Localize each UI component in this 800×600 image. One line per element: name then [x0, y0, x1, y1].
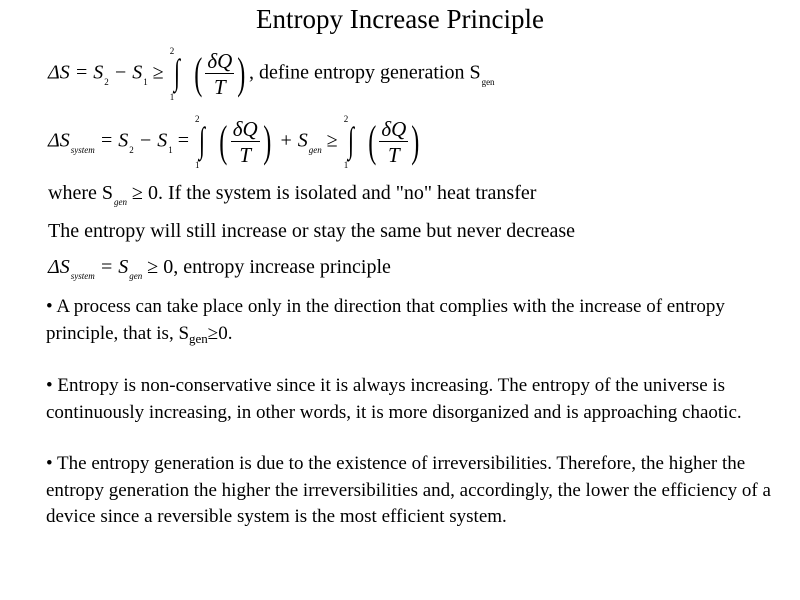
line5-lhs: ΔS	[48, 256, 70, 278]
eq1-text: define entropy generation S	[253, 61, 481, 84]
eq2-system-sub: system	[70, 144, 95, 155]
line3-gen-sub: gen	[113, 197, 127, 207]
line5-gen-sub: gen	[129, 271, 143, 281]
eq1-s1-sub: 1	[143, 76, 148, 87]
integral-sign: 2 ∫ 1	[169, 46, 180, 102]
eq2-s2-sub: 2	[129, 144, 134, 155]
bullet-irreversibilities: • The entropy generation is due to the existence of irreversibilities. Therefore, the higher the entropy generation the higher the irreversibilities and, accordingly, the lower the efficiency of a device since a reversible system is the most efficient system.	[46, 453, 771, 527]
entropy-principle-line	[48, 256, 391, 279]
eq1-lhs: ΔS = S	[48, 61, 104, 84]
fraction-dq-t: $\frac{\delta Q}{T}$	[207, 48, 233, 99]
integral-sign: 2 ∫ 1	[343, 114, 354, 170]
eq1-geq: ≥	[147, 61, 169, 84]
fraction-dq-t: $\frac{\delta Q}{T}$	[381, 116, 407, 167]
eq2-plus: + S	[274, 129, 308, 152]
line5-post: ≥ 0, entropy increase principle	[142, 256, 391, 278]
eq2-geq: ≥	[321, 129, 343, 152]
eq1-s2-sub: 2	[104, 76, 109, 87]
fraction-dq-t: $\frac{\delta Q}{T}$	[232, 116, 258, 167]
eq2-equals: =	[172, 129, 195, 152]
equation-entropy-balance: $\Delta S_{system} = S_2 - S_1$ = 2 ∫ 1 ( $\frac{\delta Q}{T}$ ) + $S_{gen}$ ≥ 2 ∫ 1 ( $\frac{\delta Q}{T}$ )	[48, 114, 420, 170]
entropy-statement-line: The entropy will still increase or stay the same but never decrease	[48, 220, 576, 242]
eq2-minus: − S	[133, 129, 168, 152]
isolated-system-line	[48, 182, 536, 205]
bullet-list	[46, 294, 786, 556]
line5-eq: = S	[94, 256, 129, 278]
eq2-gen-sub: gen	[308, 144, 322, 155]
bullet-direction: • A process can take place only in the direction that complies with the increase of entropy principle, that is, $S_{gen}\ge 0$.	[46, 296, 725, 346]
slide-title: Entropy Increase Principle	[256, 4, 544, 34]
eq2-lhs: ΔS	[48, 129, 70, 152]
eq1-minus: − S	[108, 61, 143, 84]
bullet-non-conservative: • Entropy is non-conservative since it is always increasing. The entropy of the universe is continuously increasing, in other words, it is more disorganized and is approaching chaotic.	[46, 375, 742, 423]
eq2-s1-sub: 1	[168, 144, 173, 155]
line5-system-sub: system	[70, 271, 95, 281]
line3-pre: where S	[48, 182, 113, 204]
integral-sign: 2 ∫ 1	[195, 114, 205, 170]
equation-entropy-change: $\Delta S = S_2 - S_1$ ≥ 2 ∫ 1 ( $\frac{\delta Q}{T}$ ) , define entropy generation $S_{gen}$	[48, 46, 495, 102]
eq2-eq: = S	[94, 129, 129, 152]
line3-post: ≥ 0. If the system is isolated and "no" heat transfer	[126, 182, 537, 204]
eq1-gen-sub: gen	[481, 76, 495, 87]
eq1-comma: ,	[248, 61, 254, 84]
